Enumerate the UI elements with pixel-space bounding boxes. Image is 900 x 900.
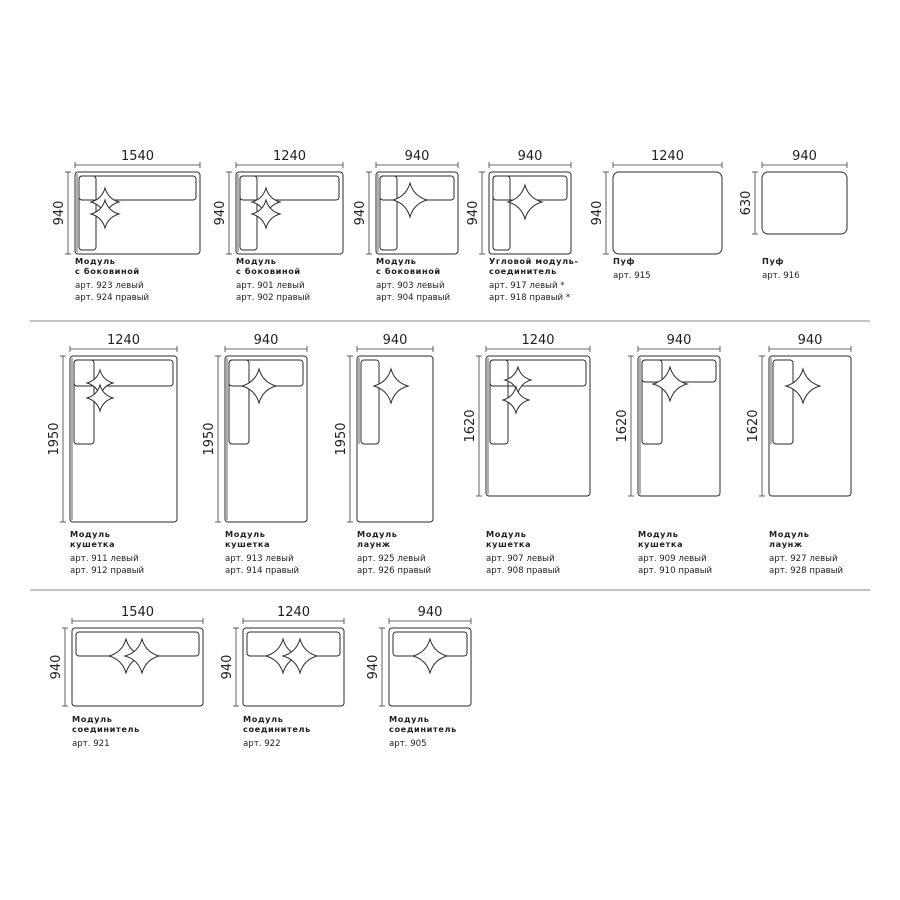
depth-dimension: 1950 [334,422,349,456]
width-dimension: 940 [253,333,279,348]
article-code: арт. 916 [762,271,800,281]
module-m921 [49,605,203,749]
article-code: арт. 905 [389,739,427,749]
module-title: Угловой модуль- [489,256,579,266]
cushion-icon [786,369,820,403]
depth-dimension: 1620 [746,409,761,443]
module-outline [489,172,571,254]
module-title: Модуль [75,256,116,266]
backrest [361,360,379,444]
article-code: арт. 923 левый [75,281,144,291]
module-outline [376,172,458,254]
module-m905 [366,605,471,749]
article-code: арт. 914 правый [225,566,300,576]
module-title: соединитель [243,724,311,734]
module-title: кушетка [70,539,116,549]
module-title: Пуф [613,256,636,266]
article-code: арт. 927 левый [769,554,838,564]
module-title: Модуль [70,529,111,539]
depth-dimension: 940 [366,654,381,680]
width-dimension: 1240 [650,149,685,164]
width-dimension: 1540 [120,605,155,620]
cushion-icon [503,387,529,413]
depth-dimension: 940 [213,200,228,226]
module-title: Модуль [225,529,266,539]
article-code: арт. 928 правый [769,566,844,576]
cushion-icon [393,183,427,217]
backrest [79,176,196,200]
module-m913 [202,333,307,576]
depth-dimension: 940 [466,200,481,226]
armrest [490,360,508,444]
module-title: лаунж [769,539,803,549]
module-m907 [463,333,590,576]
cushion-icon [413,639,447,673]
width-dimension: 1240 [276,605,311,620]
article-code: арт. 904 правый [376,293,451,303]
module-title: Модуль [243,714,284,724]
article-code: арт. 910 правый [638,566,713,576]
article-code: арт. 902 правый [236,293,311,303]
module-title: Модуль [376,256,417,266]
article-code: арт. 909 левый [638,554,707,564]
module-title: Пуф [762,256,785,266]
article-code: арт. 913 левый [225,554,294,564]
width-dimension: 1540 [120,149,155,164]
module-title: Модуль [236,256,277,266]
module-outline [236,172,343,254]
cushion-icon [653,367,687,401]
article-code: арт. 918 правый * [489,293,571,303]
article-code: арт. 921 [72,739,110,749]
module-m925 [334,333,433,576]
module-outline [769,356,851,496]
armrest [380,176,397,250]
cushion-icon [91,200,119,228]
module-m911 [47,333,177,576]
width-dimension: 1240 [106,333,141,348]
cushion-icon [505,367,531,393]
article-code: арт. 917 левый * [489,281,565,291]
article-code: арт. 915 [613,271,651,281]
article-code: арт. 926 правый [357,566,432,576]
backrest [240,176,339,200]
width-dimension: 940 [792,149,817,164]
cushion-icon [87,385,113,411]
article-code: арт. 908 правый [486,566,561,576]
module-outline [243,628,344,706]
module-title: кушетка [486,539,532,549]
module-outline [486,356,590,496]
width-dimension: 940 [517,149,543,164]
module-title: Модуль [486,529,527,539]
depth-dimension: 1620 [463,409,478,443]
cushion-icon [252,200,280,228]
width-dimension: 1240 [521,333,555,348]
width-dimension: 1240 [272,149,307,164]
module-title: кушетка [225,539,271,549]
cushion-icon [508,185,542,219]
article-code: арт. 903 левый [376,281,445,291]
pouf-outline [762,172,847,234]
armrest [642,360,662,444]
article-code: арт. 924 правый [75,293,150,303]
backrest [490,360,586,386]
side-backrest [493,176,510,250]
depth-dimension: 1950 [202,422,217,456]
module-title: лаунж [357,539,391,549]
armrest [229,360,249,444]
depth-dimension: 940 [353,200,368,226]
depth-dimension: 940 [590,200,605,226]
backrest [642,360,716,382]
module-m917 [466,149,578,303]
module-m922 [220,605,344,749]
module-title: кушетка [638,539,684,549]
module-title: соединитель [389,724,457,734]
pouf-outline [613,172,722,254]
width-dimension: 940 [666,333,692,348]
article-code: арт. 922 [243,739,281,749]
width-dimension: 940 [417,605,443,620]
article-code: арт. 912 правый [70,566,145,576]
width-dimension: 940 [797,333,823,348]
module-m903 [353,149,458,303]
depth-dimension: 940 [49,654,64,680]
depth-dimension: 630 [739,190,754,216]
width-dimension: 940 [382,333,408,348]
module-title: Модуль [638,529,679,539]
depth-dimension: 1620 [615,409,630,443]
cushion-icon [242,369,276,403]
module-m923 [52,149,200,303]
module-m915 [590,149,722,281]
module-outline [638,356,720,496]
armrest [74,360,94,444]
module-title: с боковиной [236,266,301,276]
module-title: с боковиной [376,266,441,276]
module-title: Модуль [389,714,430,724]
module-m909 [615,333,720,576]
depth-dimension: 1950 [47,422,62,456]
module-title: с боковиной [75,266,140,276]
depth-dimension: 940 [52,200,67,226]
module-m927 [746,333,851,576]
module-m901 [213,149,343,303]
article-code: арт. 901 левый [236,281,305,291]
article-code: арт. 925 левый [357,554,426,564]
module-title: Модуль [357,529,398,539]
module-title: соединитель [489,266,557,276]
module-title: соединитель [72,724,140,734]
depth-dimension: 940 [220,654,235,680]
module-m916 [739,149,847,281]
cushion-icon [125,639,159,673]
module-title: Модуль [769,529,810,539]
module-outline [70,356,177,522]
backrest [773,360,793,444]
module-title: Модуль [72,714,113,724]
module-outline [72,628,203,706]
article-code: арт. 907 левый [486,554,555,564]
width-dimension: 940 [404,149,430,164]
article-code: арт. 911 левый [70,554,139,564]
cushion-icon [283,639,317,673]
